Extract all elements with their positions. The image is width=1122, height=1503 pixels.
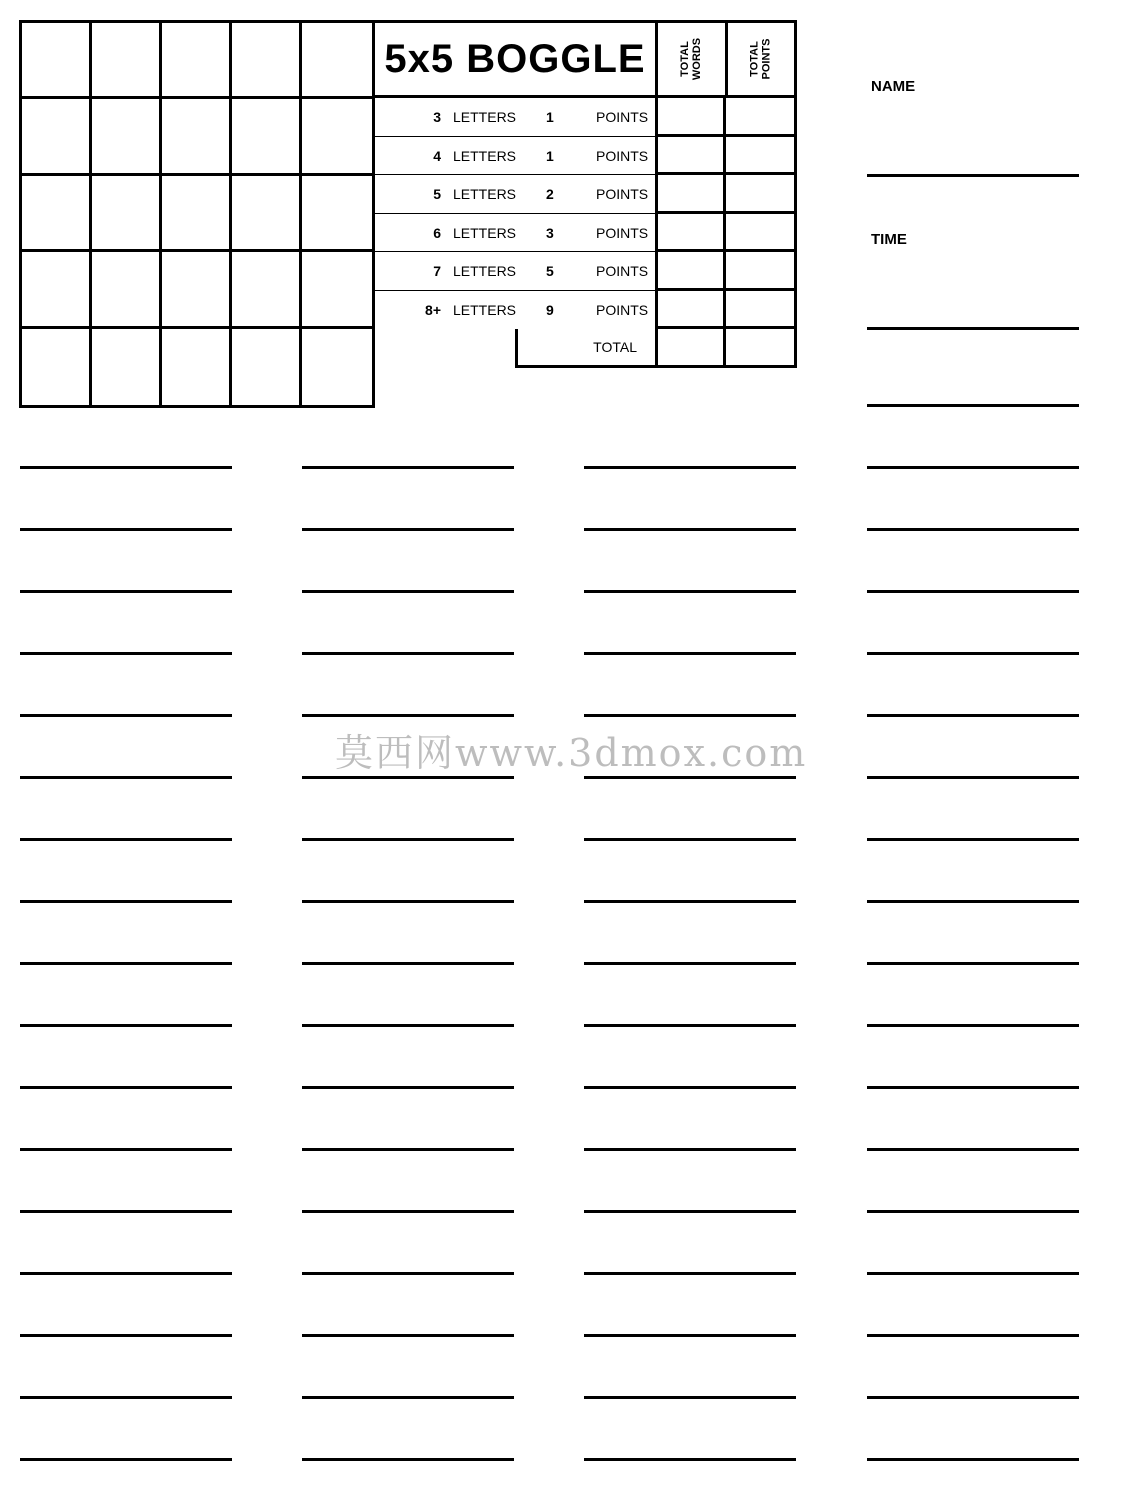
word-line[interactable]	[302, 1334, 514, 1337]
scoring-row	[375, 252, 655, 291]
word-line[interactable]	[584, 838, 796, 841]
points-label: POINTS	[596, 147, 649, 164]
points-label: POINTS	[596, 224, 649, 241]
word-line[interactable]	[302, 466, 514, 469]
points-label: POINTS	[596, 263, 649, 279]
length-value: 6	[433, 224, 441, 241]
word-line[interactable]	[302, 714, 514, 717]
word-line[interactable]	[20, 962, 232, 965]
word-line[interactable]	[584, 1210, 796, 1213]
total-points-cell[interactable]	[726, 329, 794, 368]
word-line[interactable]	[20, 1396, 232, 1399]
letter-cell[interactable]	[92, 176, 162, 252]
total-points-cell[interactable]	[726, 175, 794, 214]
points-value: 5	[546, 263, 554, 279]
letter-cell[interactable]	[162, 99, 232, 175]
word-line[interactable]	[20, 1458, 232, 1461]
total-words-label: TOTAL WORDS	[679, 37, 704, 81]
scoring-row	[375, 175, 655, 214]
word-line[interactable]	[584, 1396, 796, 1399]
total-words-cell[interactable]	[658, 214, 726, 253]
total-points-cell[interactable]	[726, 98, 794, 137]
letter-cell[interactable]	[92, 23, 162, 99]
total-words-cell[interactable]	[658, 98, 726, 137]
letter-cell[interactable]	[302, 252, 372, 328]
total-points-cell[interactable]	[726, 137, 794, 176]
letter-cell[interactable]	[232, 23, 302, 99]
word-line[interactable]	[584, 714, 796, 717]
word-line[interactable]	[302, 1210, 514, 1213]
word-line[interactable]	[20, 528, 232, 531]
letter-cell[interactable]	[162, 176, 232, 252]
word-line[interactable]	[584, 1334, 796, 1337]
points-label: POINTS	[596, 301, 649, 318]
scoring-row	[375, 137, 655, 176]
word-line[interactable]	[302, 590, 514, 593]
letter-cell[interactable]	[302, 176, 372, 252]
time-line[interactable]	[867, 327, 1079, 330]
letters-label: LETTERS	[453, 109, 517, 125]
word-line[interactable]	[20, 714, 232, 717]
word-line[interactable]	[20, 590, 232, 593]
letters-label: LETTERS	[453, 186, 517, 202]
letter-cell[interactable]	[92, 99, 162, 175]
length-value: 4	[433, 147, 441, 164]
total-words-cell[interactable]	[658, 291, 726, 330]
word-line[interactable]	[584, 590, 796, 593]
word-line[interactable]	[867, 714, 1079, 717]
length-value: 7	[433, 263, 441, 279]
total-row	[515, 329, 655, 368]
letter-cell[interactable]	[232, 176, 302, 252]
total-words-cell[interactable]	[658, 252, 726, 291]
word-line[interactable]	[20, 1148, 232, 1151]
word-line[interactable]	[867, 1334, 1079, 1337]
word-line[interactable]	[584, 1272, 796, 1275]
word-line[interactable]	[584, 652, 796, 655]
total-words-cell[interactable]	[658, 175, 726, 214]
letter-cell[interactable]	[232, 99, 302, 175]
tally-headers	[655, 20, 797, 98]
word-line[interactable]	[584, 466, 796, 469]
name-line[interactable]	[867, 174, 1079, 177]
points-value: 3	[546, 224, 554, 241]
word-line[interactable]	[584, 1086, 796, 1089]
word-line[interactable]	[302, 1024, 514, 1027]
word-line[interactable]	[584, 900, 796, 903]
scoring-row	[375, 98, 655, 137]
word-line[interactable]	[867, 590, 1079, 593]
letter-cell[interactable]	[22, 23, 92, 99]
time-label: TIME	[871, 231, 907, 248]
word-line[interactable]	[867, 962, 1079, 965]
word-line[interactable]	[20, 1272, 232, 1275]
total-words-cell[interactable]	[658, 137, 726, 176]
boggle-grid	[19, 20, 375, 408]
word-line[interactable]	[302, 1272, 514, 1275]
letter-cell[interactable]	[162, 329, 232, 405]
scoring-row	[375, 214, 655, 253]
word-line[interactable]	[867, 1210, 1079, 1213]
word-line[interactable]	[867, 1272, 1079, 1275]
scoring-row	[375, 291, 655, 330]
word-line[interactable]	[20, 1024, 232, 1027]
total-points-cell[interactable]	[726, 252, 794, 291]
points-value: 1	[546, 109, 554, 125]
points-value: 1	[546, 147, 554, 164]
letter-cell[interactable]	[162, 252, 232, 328]
word-line[interactable]	[867, 1396, 1079, 1399]
word-line[interactable]	[584, 1148, 796, 1151]
word-line[interactable]	[302, 528, 514, 531]
word-line[interactable]	[867, 776, 1079, 779]
letter-cell[interactable]	[302, 99, 372, 175]
word-line[interactable]	[302, 962, 514, 965]
word-line[interactable]	[302, 1396, 514, 1399]
word-line[interactable]	[20, 900, 232, 903]
word-line[interactable]	[302, 1148, 514, 1151]
letters-label: LETTERS	[453, 301, 517, 318]
word-line[interactable]	[584, 528, 796, 531]
tally-grid	[655, 98, 797, 368]
word-line[interactable]	[867, 1024, 1079, 1027]
word-line[interactable]	[867, 1458, 1079, 1461]
total-words-cell[interactable]	[658, 329, 726, 368]
points-value: 9	[546, 301, 554, 318]
word-line[interactable]	[867, 528, 1079, 531]
word-line[interactable]	[867, 652, 1079, 655]
word-line[interactable]	[20, 1086, 232, 1089]
word-line[interactable]	[867, 466, 1079, 469]
letter-cell[interactable]	[162, 23, 232, 99]
word-line[interactable]	[867, 1148, 1079, 1151]
scoring-table	[375, 98, 655, 329]
word-line[interactable]	[584, 1024, 796, 1027]
points-label: POINTS	[596, 109, 649, 125]
total-points-header	[728, 23, 795, 95]
word-line[interactable]	[867, 900, 1079, 903]
watermark: 莫西网www.3dmox.com	[335, 731, 808, 775]
word-line[interactable]	[867, 1086, 1079, 1089]
letter-cell[interactable]	[92, 329, 162, 405]
name-label: NAME	[871, 78, 916, 95]
total-points-cell[interactable]	[726, 291, 794, 330]
word-line[interactable]	[20, 1210, 232, 1213]
total-points-label: TOTAL POINTS	[748, 38, 773, 80]
word-line[interactable]	[867, 838, 1079, 841]
word-line[interactable]	[302, 1086, 514, 1089]
word-line[interactable]	[20, 652, 232, 655]
points-label: POINTS	[596, 186, 649, 202]
word-line[interactable]	[867, 404, 1079, 407]
word-line[interactable]	[302, 1458, 514, 1461]
word-line[interactable]	[302, 652, 514, 655]
letter-cell[interactable]	[92, 252, 162, 328]
page-title: 5x5 BOGGLE	[384, 36, 646, 81]
letter-cell[interactable]	[232, 329, 302, 405]
letters-label: LETTERS	[453, 147, 517, 164]
letters-label: LETTERS	[453, 224, 517, 241]
word-line[interactable]	[584, 962, 796, 965]
total-label: TOTAL	[593, 339, 637, 355]
letters-label: LETTERS	[453, 263, 517, 279]
points-value: 2	[546, 186, 554, 202]
total-words-header	[658, 23, 728, 95]
letter-cell[interactable]	[22, 329, 92, 405]
word-line[interactable]	[302, 838, 514, 841]
letter-cell[interactable]	[302, 23, 372, 99]
word-line[interactable]	[302, 900, 514, 903]
length-value: 5	[433, 186, 441, 202]
letter-cell[interactable]	[22, 99, 92, 175]
letter-cell[interactable]	[22, 176, 92, 252]
word-line[interactable]	[20, 838, 232, 841]
word-line[interactable]	[20, 776, 232, 779]
word-line[interactable]	[20, 466, 232, 469]
letter-cell[interactable]	[22, 252, 92, 328]
length-value: 8+	[425, 301, 441, 318]
title-box	[375, 20, 655, 98]
letter-cell[interactable]	[302, 329, 372, 405]
word-line[interactable]	[20, 1334, 232, 1337]
letter-cell[interactable]	[232, 252, 302, 328]
word-line[interactable]	[584, 1458, 796, 1461]
total-points-cell[interactable]	[726, 214, 794, 253]
length-value: 3	[433, 109, 441, 125]
